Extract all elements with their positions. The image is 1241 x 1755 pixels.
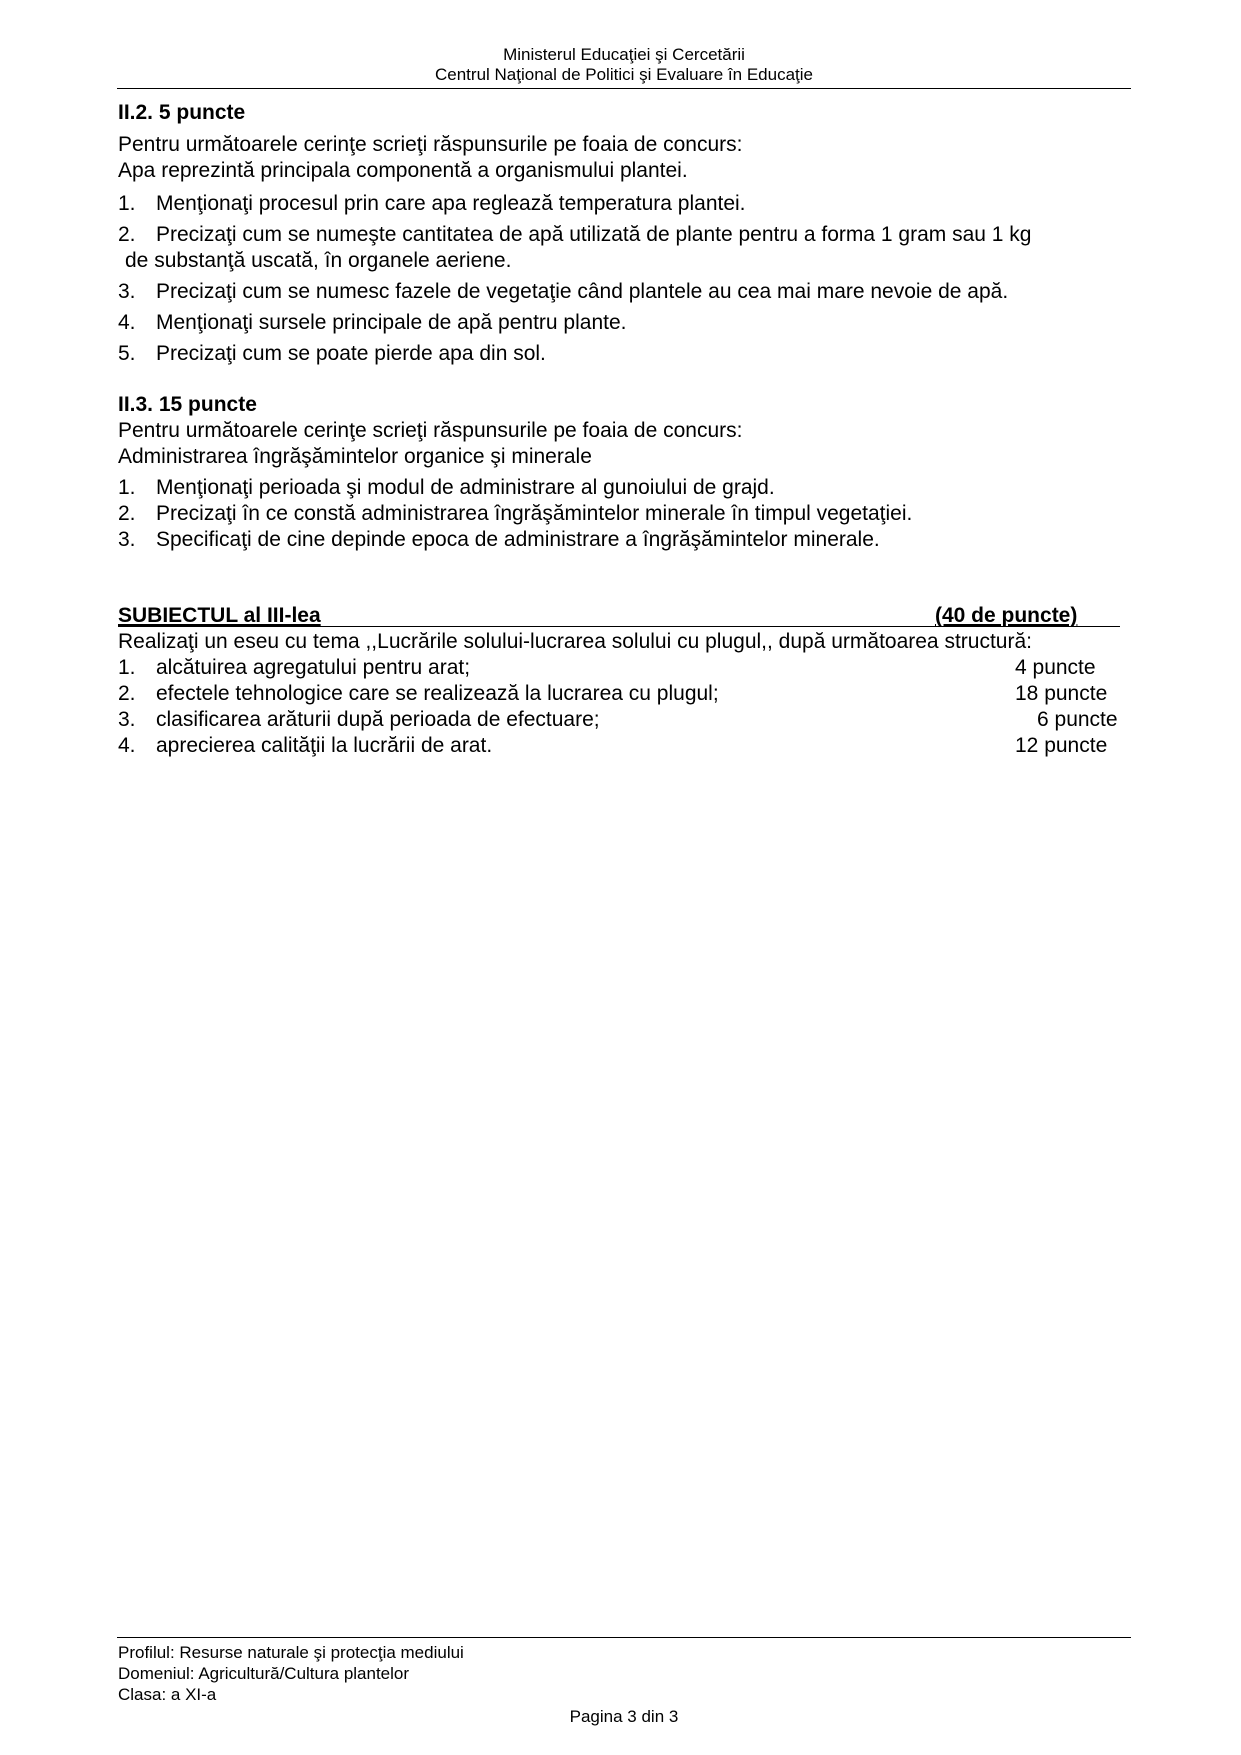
section-ii3-instruction: Pentru următoarele cerinţe scrieţi răspunsurile pe foaia de concurs:: [118, 419, 743, 442]
section-ii3: [118, 392, 1130, 553]
section-ii2-intro: Apa reprezintă principala componentă a organismului plantei.: [118, 159, 688, 182]
section-ii3-list: [118, 475, 1130, 553]
section-ii2-list: [118, 191, 1130, 367]
header-ministry: Ministerul Educaţiei şi Cercetării: [503, 45, 745, 64]
page-number: Pagina 3 din 3: [569, 1707, 679, 1726]
section-iii-intro: Realizaţi un eseu cu tema ,,Lucrările solului-lucrarea solului cu plugul,, după următoarea structură:: [118, 630, 1032, 653]
list-item: 1. Menţionaţi procesul prin care apa reglează temperatura plantei.: [118, 192, 746, 215]
list-item: 5. Precizaţi cum se poate pierde apa din sol.: [118, 342, 546, 365]
header-divider: [117, 88, 1131, 89]
page-header: [117, 45, 1131, 85]
document-body: [118, 100, 1130, 759]
section-iii-title: SUBIECTUL al III-lea: [118, 604, 321, 627]
list-item: 1. alcătuirea agregatului pentru arat; 4 puncte: [118, 656, 1096, 679]
footer-profile: Profilul: Resurse naturale şi protecţia mediului: [118, 1643, 464, 1662]
list-item: 2. Precizaţi în ce constă administrarea îngrăşămintelor minerale în timpul vegetaţiei.: [118, 502, 913, 525]
section-ii3-intro: Administrarea îngrăşămintelor organice şi minerale: [118, 445, 592, 468]
section-iii-points: (40 de puncte): [935, 604, 1078, 627]
section-iii-underline: [118, 626, 1120, 627]
footer-domain: Domeniul: Agricultură/Cultura plantelor: [118, 1664, 410, 1683]
footer-divider: [117, 1637, 1131, 1638]
list-item: 3. Specificaţi de cine depinde epoca de administrare a îngrăşămintelor minerale.: [118, 528, 880, 551]
list-item: 4. aprecierea calităţii la lucrării de arat. 12 puncte: [118, 734, 1108, 757]
list-item: 4. Menţionaţi sursele principale de apă pentru plante.: [118, 311, 627, 334]
footer-class: Clasa: a XI-a: [118, 1685, 217, 1704]
section-ii3-title: II.3. 15 puncte: [118, 393, 257, 416]
section-iii: [118, 603, 1130, 759]
list-item: 2. efectele tehnologice care se realizează la lucrarea cu plugul; 18 puncte: [118, 682, 1108, 705]
page-footer: [118, 1642, 464, 1705]
list-item: 3. Precizaţi cum se numesc fazele de vegetaţie când plantele au cea mai mare nevoie de apă.: [118, 280, 1009, 303]
list-item-continuation: de substanţă uscată, în organele aeriene.: [125, 249, 512, 272]
list-item: 2. Precizaţi cum se numeşte cantitatea de apă utilizată de plante pentru a forma 1 gram sau 1 kg: [118, 223, 1032, 246]
section-iii-heading: [118, 603, 1130, 629]
header-center: Centrul Naţional de Politici şi Evaluare în Educaţie: [435, 65, 813, 84]
list-item: 3. clasificarea arăturii după perioada de efectuare; 6 puncte: [118, 708, 1118, 731]
section-ii2-title: II.2. 5 puncte: [118, 101, 246, 124]
section-ii2-instruction: Pentru următoarele cerinţe scrieţi răspunsurile pe foaia de concurs:: [118, 133, 743, 156]
section-ii2: [118, 100, 1130, 367]
list-item: 1. Menţionaţi perioada şi modul de administrare al gunoiului de grajd.: [118, 476, 775, 499]
